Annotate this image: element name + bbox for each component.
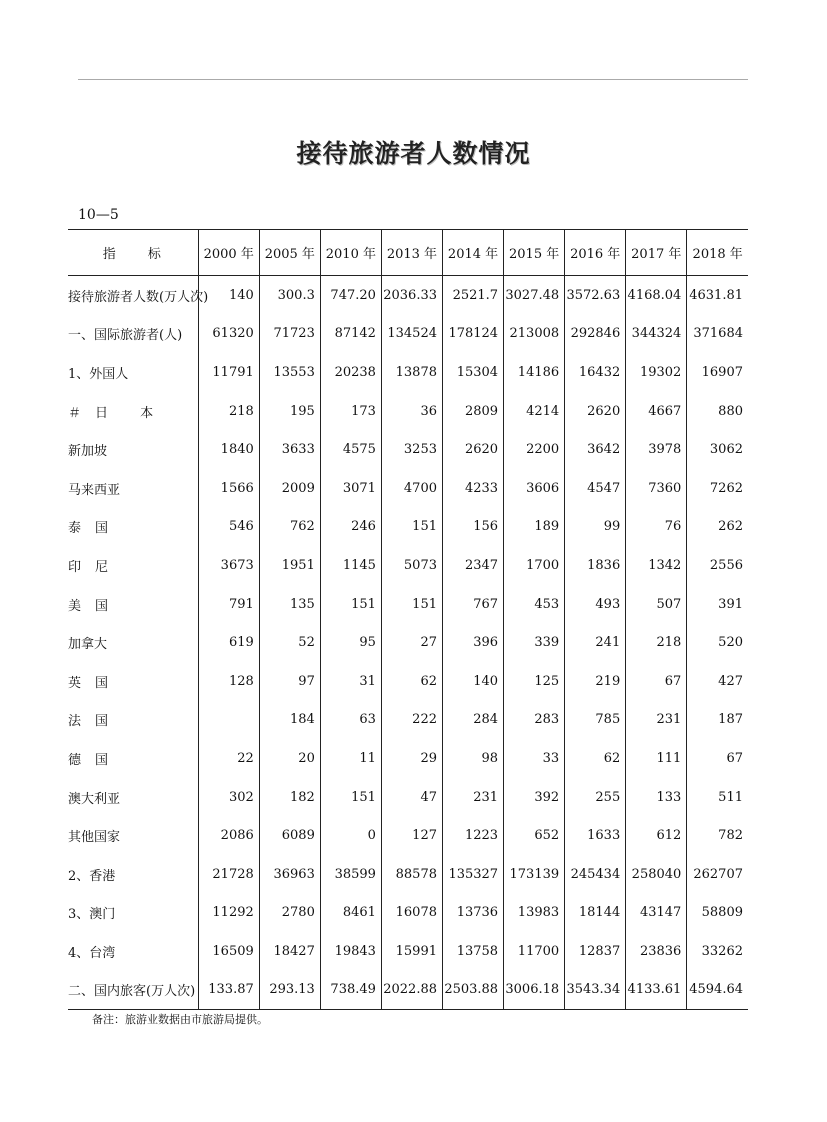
table-cell: 453 <box>504 585 565 624</box>
table-cell: 98 <box>443 739 504 778</box>
table-cell: 3572.63 <box>565 276 626 315</box>
table-row <box>68 546 748 585</box>
table-cell <box>198 701 259 740</box>
table-cell: 2556 <box>687 546 748 585</box>
table-cell: 3006.18 <box>504 971 565 1010</box>
table-cell: 219 <box>565 662 626 701</box>
table-cell: 612 <box>626 816 687 855</box>
table-cell: 0 <box>320 816 381 855</box>
table-cell: 747.20 <box>320 276 381 315</box>
table-row <box>68 315 748 354</box>
header-year: 2014 年 <box>443 230 504 276</box>
table-cell: 33262 <box>687 932 748 971</box>
table-cell: 1840 <box>198 430 259 469</box>
table-cell: 2780 <box>259 894 320 933</box>
table-cell: 13878 <box>381 353 442 392</box>
table-cell: 738.49 <box>320 971 381 1010</box>
table-cell: 258040 <box>626 855 687 894</box>
header-year: 2000 年 <box>198 230 259 276</box>
table-cell: 262707 <box>687 855 748 894</box>
table-cell: 38599 <box>320 855 381 894</box>
table-row <box>68 392 748 431</box>
table-cell: 31 <box>320 662 381 701</box>
table-cell: 218 <box>626 623 687 662</box>
table-cell: 652 <box>504 816 565 855</box>
table-cell: 11292 <box>198 894 259 933</box>
table-cell: 67 <box>687 739 748 778</box>
table-cell: 231 <box>443 778 504 817</box>
header-year: 2013 年 <box>381 230 442 276</box>
table-cell: 151 <box>381 585 442 624</box>
table-cell: 133.87 <box>198 971 259 1010</box>
table-cell: 3642 <box>565 430 626 469</box>
table-cell: 16432 <box>565 353 626 392</box>
table-cell: 782 <box>687 816 748 855</box>
table-cell: 4133.61 <box>626 971 687 1010</box>
table-cell: 1633 <box>565 816 626 855</box>
table-cell: 61320 <box>198 315 259 354</box>
table-cell: 4667 <box>626 392 687 431</box>
row-label: 马来西亚 <box>68 482 121 498</box>
table-cell: 178124 <box>443 315 504 354</box>
table-cell: 241 <box>565 623 626 662</box>
table-cell: 67 <box>626 662 687 701</box>
table-cell: 1700 <box>504 546 565 585</box>
table-cell: 76 <box>626 508 687 547</box>
table-cell: 135327 <box>443 855 504 894</box>
row-label: 英国 <box>68 675 123 691</box>
table-cell: 1951 <box>259 546 320 585</box>
table-cell: 245434 <box>565 855 626 894</box>
table-cell: 785 <box>565 701 626 740</box>
table-cell: 13736 <box>443 894 504 933</box>
table-cell: 4547 <box>565 469 626 508</box>
table-cell: 8461 <box>320 894 381 933</box>
row-label: ＃日 本 <box>68 405 168 421</box>
table-cell: 11 <box>320 739 381 778</box>
row-label: 一、国际旅游者(人) <box>68 328 183 344</box>
table-cell: 16907 <box>687 353 748 392</box>
row-label: 澳大利亚 <box>68 791 121 807</box>
table-cell: 33 <box>504 739 565 778</box>
table-cell: 344324 <box>626 315 687 354</box>
row-label: 泰国 <box>68 521 123 537</box>
table-cell: 1836 <box>565 546 626 585</box>
table-cell: 21728 <box>198 855 259 894</box>
table-cell: 396 <box>443 623 504 662</box>
table-cell: 52 <box>259 623 320 662</box>
table-cell: 63 <box>320 701 381 740</box>
table-row <box>68 701 748 740</box>
table-cell: 58809 <box>687 894 748 933</box>
table-row <box>68 469 748 508</box>
table-cell: 1342 <box>626 546 687 585</box>
table-cell: 15991 <box>381 932 442 971</box>
table-cell: 262 <box>687 508 748 547</box>
table-header-row <box>68 230 748 276</box>
table-cell: 5073 <box>381 546 442 585</box>
table-cell: 767 <box>443 585 504 624</box>
table-cell: 135 <box>259 585 320 624</box>
table-cell: 189 <box>504 508 565 547</box>
table-cell: 22 <box>198 739 259 778</box>
table-cell: 2347 <box>443 546 504 585</box>
table-cell: 11791 <box>198 353 259 392</box>
table-cell: 2620 <box>443 430 504 469</box>
table-cell: 3543.34 <box>565 971 626 1010</box>
table-cell: 292846 <box>565 315 626 354</box>
header-year: 2018 年 <box>687 230 748 276</box>
table-cell: 173139 <box>504 855 565 894</box>
header-indicator: 指 标 <box>68 230 198 276</box>
row-label: 其他国家 <box>68 830 121 846</box>
row-label: 美国 <box>68 598 123 614</box>
row-label: 接待旅游者人数(万人次) <box>68 289 209 305</box>
table-cell: 4700 <box>381 469 442 508</box>
table-cell: 47 <box>381 778 442 817</box>
table-row <box>68 276 748 315</box>
table-cell: 1223 <box>443 816 504 855</box>
row-label: 印尼 <box>68 559 123 575</box>
table-cell: 36963 <box>259 855 320 894</box>
table-cell: 151 <box>320 585 381 624</box>
row-label: 3、澳门 <box>68 907 116 923</box>
table-cell: 16078 <box>381 894 442 933</box>
table-cell: 4168.04 <box>626 276 687 315</box>
table-cell: 427 <box>687 662 748 701</box>
table-cell: 19843 <box>320 932 381 971</box>
table-row <box>68 623 748 662</box>
table-cell: 99 <box>565 508 626 547</box>
table-cell: 184 <box>259 701 320 740</box>
row-label: 2、香港 <box>68 868 116 884</box>
table-cell: 231 <box>626 701 687 740</box>
table-cell: 19302 <box>626 353 687 392</box>
table-cell: 2620 <box>565 392 626 431</box>
table-cell: 18144 <box>565 894 626 933</box>
table-row <box>68 894 748 933</box>
row-label: 法国 <box>68 714 123 730</box>
table-cell: 246 <box>320 508 381 547</box>
table-cell: 2809 <box>443 392 504 431</box>
table-row <box>68 778 748 817</box>
table-cell: 2086 <box>198 816 259 855</box>
table-cell: 2022.88 <box>381 971 442 1010</box>
table-cell: 88578 <box>381 855 442 894</box>
table-cell: 3071 <box>320 469 381 508</box>
table-cell: 302 <box>198 778 259 817</box>
table-cell: 87142 <box>320 315 381 354</box>
table-cell: 195 <box>259 392 320 431</box>
table-cell: 4575 <box>320 430 381 469</box>
table-cell: 134524 <box>381 315 442 354</box>
table-cell: 546 <box>198 508 259 547</box>
table-cell: 43147 <box>626 894 687 933</box>
row-label: 加拿大 <box>68 637 108 653</box>
table-cell: 62 <box>565 739 626 778</box>
table-cell: 3606 <box>504 469 565 508</box>
table-cell: 20238 <box>320 353 381 392</box>
table-cell: 283 <box>504 701 565 740</box>
table-cell: 3062 <box>687 430 748 469</box>
table-cell: 284 <box>443 701 504 740</box>
table-row <box>68 932 748 971</box>
table-cell: 182 <box>259 778 320 817</box>
table-cell: 13983 <box>504 894 565 933</box>
table-cell: 1145 <box>320 546 381 585</box>
table-cell: 4214 <box>504 392 565 431</box>
table-cell: 23836 <box>626 932 687 971</box>
table-cell: 619 <box>198 623 259 662</box>
table-cell: 7262 <box>687 469 748 508</box>
table-row <box>68 739 748 778</box>
table-cell: 97 <box>259 662 320 701</box>
table-cell: 3673 <box>198 546 259 585</box>
table-cell: 880 <box>687 392 748 431</box>
table-cell: 4631.81 <box>687 276 748 315</box>
table-cell: 133 <box>626 778 687 817</box>
header-year: 2005 年 <box>259 230 320 276</box>
row-label: 二、国内旅客(万人次) <box>68 971 198 1010</box>
table-cell: 173 <box>320 392 381 431</box>
table-cell: 12837 <box>565 932 626 971</box>
table-cell: 1566 <box>198 469 259 508</box>
table-cell: 7360 <box>626 469 687 508</box>
table-cell: 4233 <box>443 469 504 508</box>
row-label: 4、台湾 <box>68 945 116 961</box>
table-cell: 293.13 <box>259 971 320 1010</box>
table-cell: 2503.88 <box>443 971 504 1010</box>
table-cell: 2009 <box>259 469 320 508</box>
table-cell: 156 <box>443 508 504 547</box>
table-cell: 29 <box>381 739 442 778</box>
table-cell: 511 <box>687 778 748 817</box>
table-cell: 13758 <box>443 932 504 971</box>
table-cell: 2521.7 <box>443 276 504 315</box>
table-cell: 36 <box>381 392 442 431</box>
table-cell: 2200 <box>504 430 565 469</box>
header-year: 2010 年 <box>320 230 381 276</box>
table-cell: 213008 <box>504 315 565 354</box>
table-cell: 14186 <box>504 353 565 392</box>
table-cell: 62 <box>381 662 442 701</box>
table-cell: 15304 <box>443 353 504 392</box>
table-cell: 71723 <box>259 315 320 354</box>
table-cell: 520 <box>687 623 748 662</box>
table-row <box>68 971 748 1010</box>
table-cell: 151 <box>320 778 381 817</box>
table-cell: 140 <box>443 662 504 701</box>
table-row <box>68 855 748 894</box>
header-year: 2016 年 <box>565 230 626 276</box>
table-cell: 762 <box>259 508 320 547</box>
table-cell: 125 <box>504 662 565 701</box>
table-cell: 127 <box>381 816 442 855</box>
row-label: 德国 <box>68 752 123 768</box>
header-rule <box>78 79 748 80</box>
table-cell: 13553 <box>259 353 320 392</box>
table-row <box>68 662 748 701</box>
table-row <box>68 353 748 392</box>
table-cell: 339 <box>504 623 565 662</box>
table-cell: 128 <box>198 662 259 701</box>
table-cell: 3027.48 <box>504 276 565 315</box>
row-label: 新加坡 <box>68 444 108 460</box>
table-row <box>68 585 748 624</box>
table-cell: 300.3 <box>259 276 320 315</box>
page-title: 接待旅游者人数情况 <box>296 139 531 168</box>
table-cell: 27 <box>381 623 442 662</box>
table-cell: 111 <box>626 739 687 778</box>
table-cell: 140 <box>198 276 259 315</box>
table-cell: 392 <box>504 778 565 817</box>
header-year: 2015 年 <box>504 230 565 276</box>
table-cell: 391 <box>687 585 748 624</box>
table-cell: 493 <box>565 585 626 624</box>
footnote: 备注：旅游业数据由市旅游局提供。 <box>92 1013 268 1026</box>
table-cell: 4594.64 <box>687 971 748 1010</box>
row-label: 1、外国人 <box>68 366 129 382</box>
tourism-table <box>68 229 748 1010</box>
table-row <box>68 508 748 547</box>
table-cell: 507 <box>626 585 687 624</box>
table-cell: 187 <box>687 701 748 740</box>
table-cell: 2036.33 <box>381 276 442 315</box>
table-cell: 222 <box>381 701 442 740</box>
table-cell: 371684 <box>687 315 748 354</box>
table-cell: 18427 <box>259 932 320 971</box>
table-cell: 95 <box>320 623 381 662</box>
table-cell: 151 <box>381 508 442 547</box>
table-cell: 791 <box>198 585 259 624</box>
table-cell: 16509 <box>198 932 259 971</box>
table-cell: 3978 <box>626 430 687 469</box>
table-row <box>68 430 748 469</box>
table-cell: 6089 <box>259 816 320 855</box>
table-cell: 11700 <box>504 932 565 971</box>
table-cell: 218 <box>198 392 259 431</box>
table-cell: 3633 <box>259 430 320 469</box>
table-cell: 20 <box>259 739 320 778</box>
table-number: 10—5 <box>78 207 119 223</box>
table-cell: 255 <box>565 778 626 817</box>
table-row <box>68 816 748 855</box>
header-year: 2017 年 <box>626 230 687 276</box>
table-cell: 3253 <box>381 430 442 469</box>
